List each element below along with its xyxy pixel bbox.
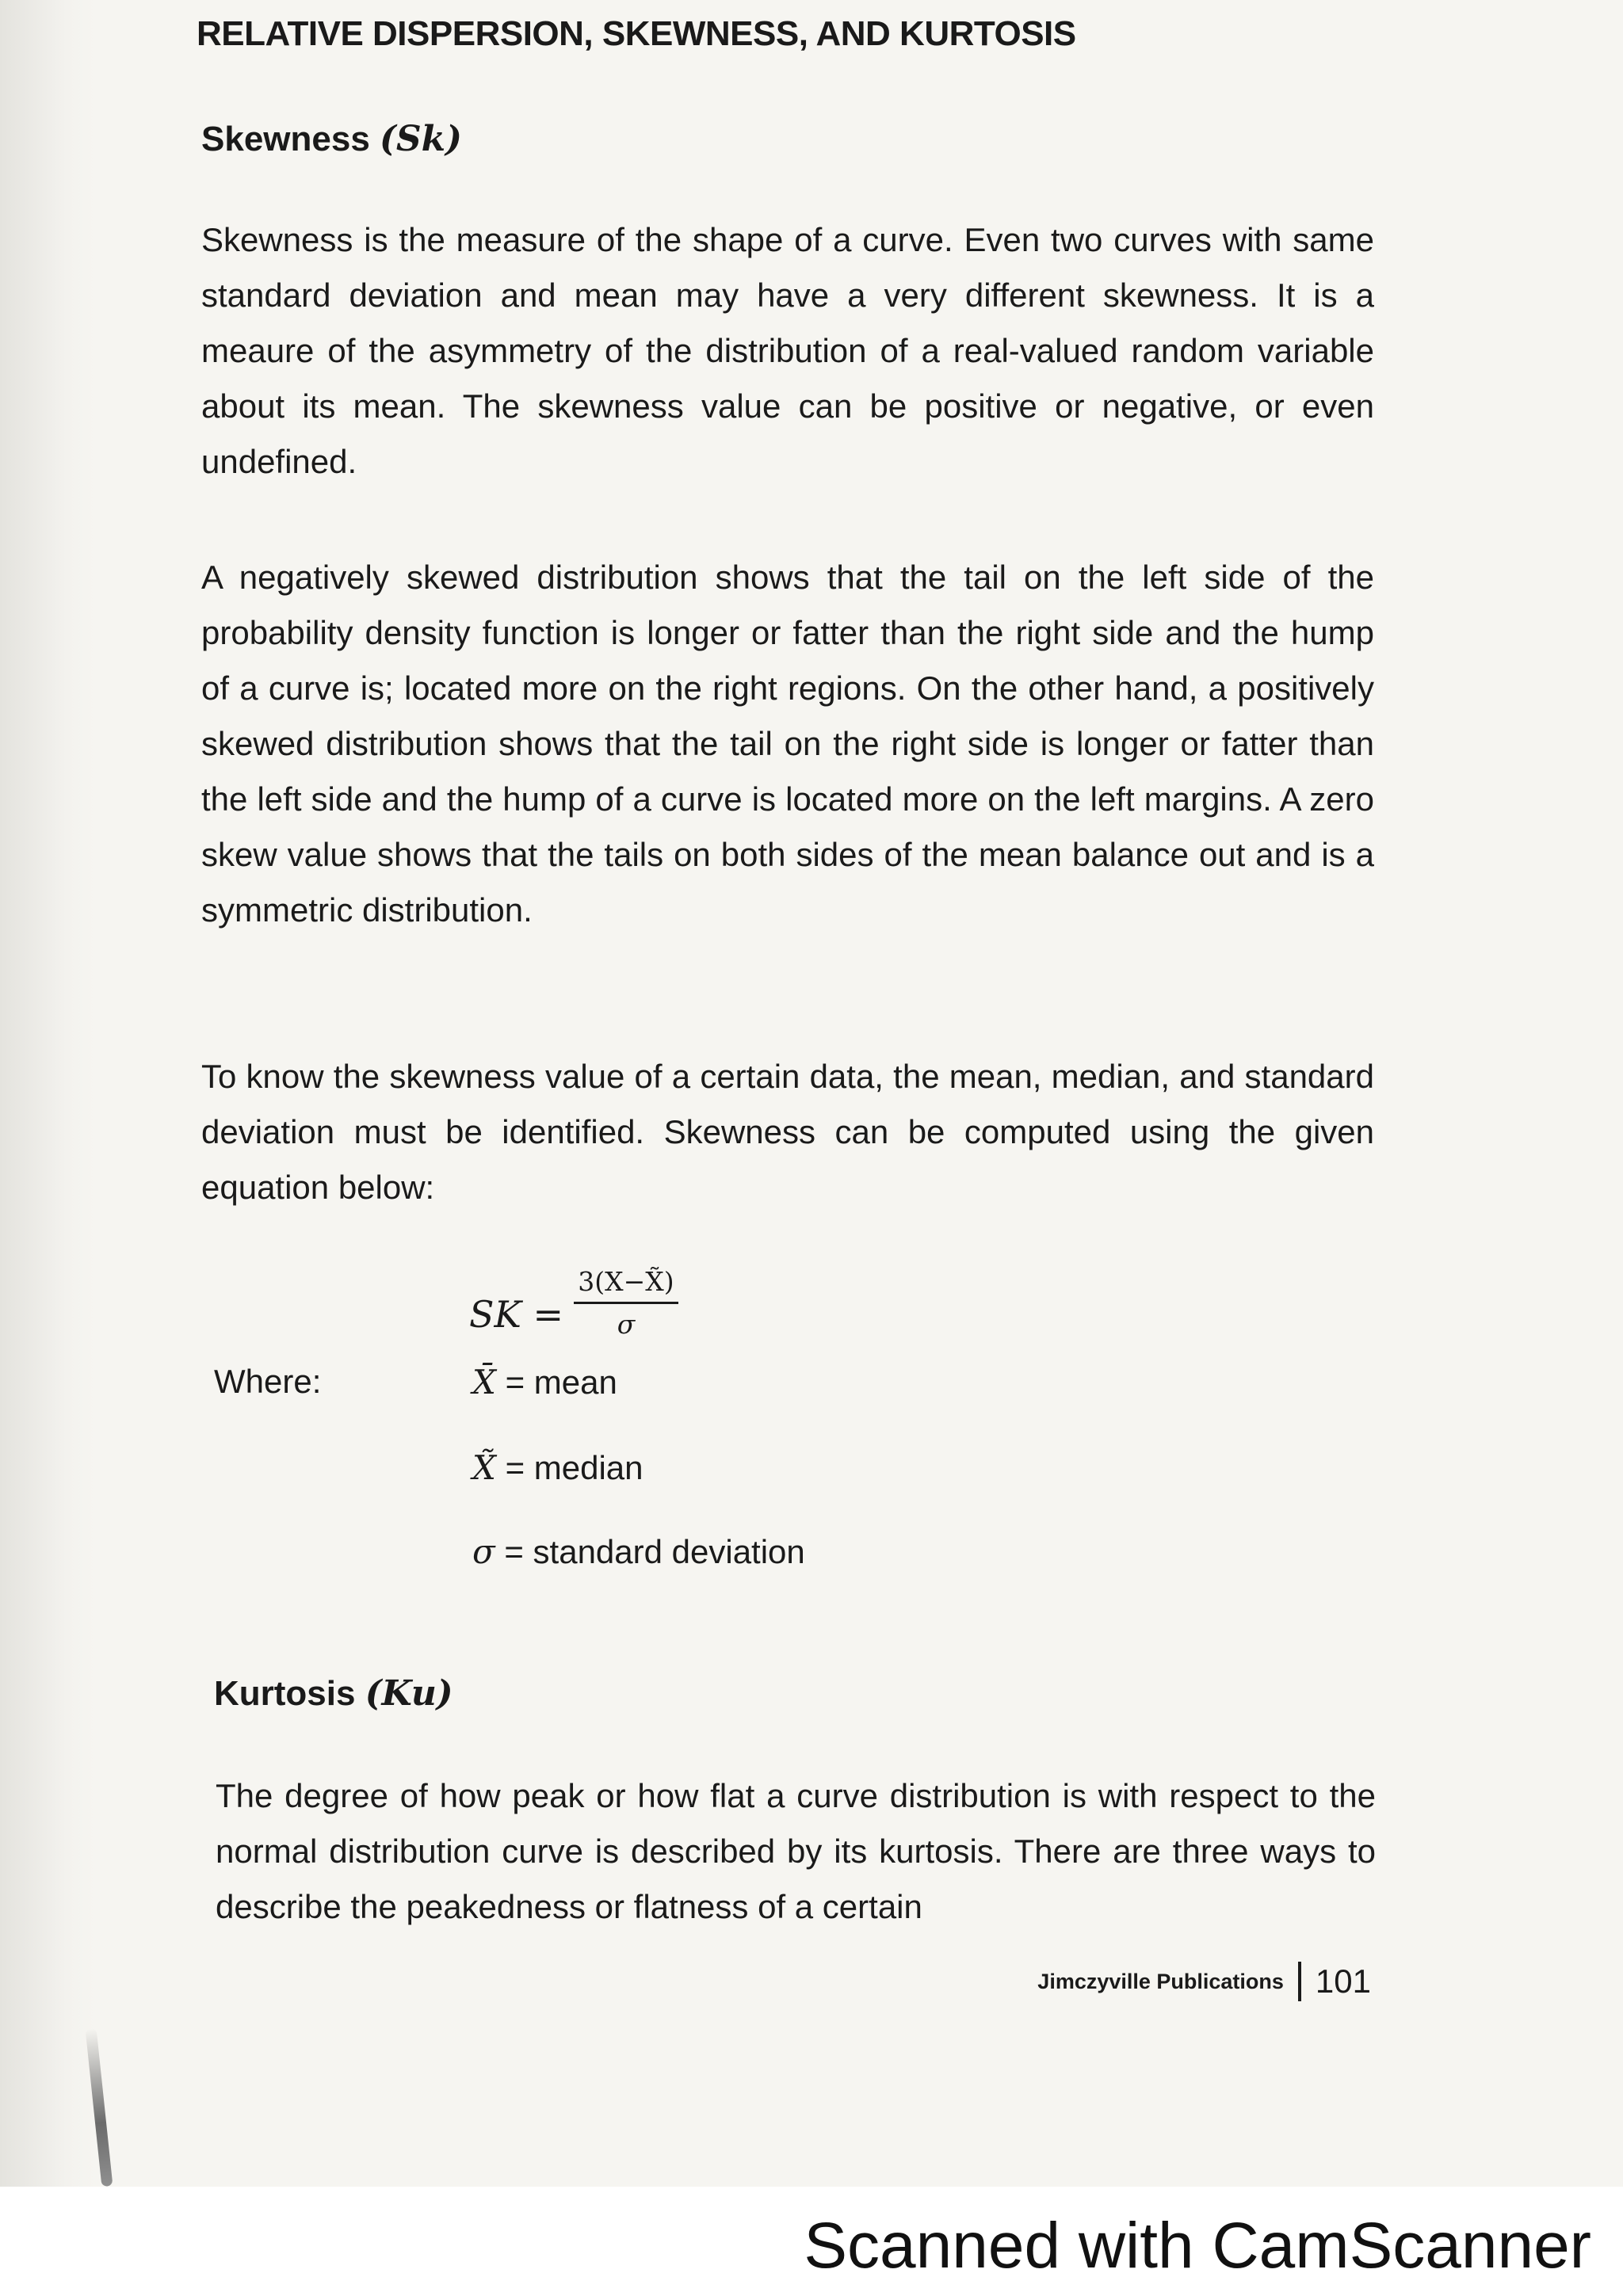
definition-text: = standard deviation xyxy=(495,1533,805,1570)
paragraph-text: Skewness is the measure of the shape of a curve. Even two curves with same standard deviation and mean may have a very different skewness. It is a meaure of the asymmetry of the distribution of a real-valued random variable about its mean. The skewness value can be positive or negative, or even undefined. xyxy=(201,221,1374,480)
kurtosis-heading xyxy=(214,1673,453,1714)
kurtosis-symbol: (Ku) xyxy=(365,1673,453,1714)
formula-numerator: 3(X−X̃) xyxy=(574,1266,678,1304)
skewness-paragraph-2 xyxy=(201,550,1374,938)
page-title: RELATIVE DISPERSION, SKEWNESS, AND KURTOSIS xyxy=(197,14,1076,53)
mean-symbol: X̄ xyxy=(472,1363,496,1402)
definition-mean xyxy=(472,1363,617,1402)
kurtosis-heading-text: Kurtosis xyxy=(214,1674,356,1713)
paragraph-text: The degree of how peak or how flat a curve distribution is with respect to the normal distribution curve is described by its kurtosis. There are three ways to describe the peakedness or flatness of a certain xyxy=(216,1777,1376,1925)
camscanner-watermark: Scanned with CamScanner xyxy=(804,2210,1591,2282)
page-edge xyxy=(0,0,95,2203)
publisher-name: Jimczyville Publications xyxy=(1037,1969,1284,1993)
skewness-paragraph-3 xyxy=(201,1049,1374,1215)
median-symbol: X̃ xyxy=(472,1448,496,1487)
paragraph-text: A negatively skewed distribution shows that the tail on the left side of the probability density function is longer or fatter than the right side and the hump of a curve is; located more on the right regions. On the other hand, a positively skewed distribution shows that the tail on the right side is longer or fatter than the left side and the hump of a curve is located more on the left margins. A zero skew value shows that the tails on both sides of the mean balance out and is a symmetric distribution. xyxy=(201,559,1374,929)
definition-text: = median xyxy=(495,1449,643,1486)
footer-divider xyxy=(1298,1962,1301,2001)
sigma-symbol: σ xyxy=(472,1532,495,1571)
definition-standard-deviation xyxy=(472,1532,805,1571)
kurtosis-paragraph xyxy=(216,1768,1376,1935)
skewness-paragraph-1 xyxy=(201,212,1374,490)
page-footer xyxy=(1037,1962,1371,2001)
where-label: Where: xyxy=(214,1363,322,1400)
paragraph-text: To know the skewness value of a certain data, the mean, median, and standard deviation must be identified. Skewness can be computed using the given equation below: xyxy=(201,1058,1374,1206)
skewness-heading xyxy=(201,119,462,159)
skewness-heading-text: Skewness xyxy=(201,120,370,158)
formula-denominator: σ xyxy=(617,1309,636,1340)
definition-median xyxy=(472,1448,643,1487)
page-number: 101 xyxy=(1315,1962,1371,2000)
formula-fraction xyxy=(574,1266,678,1340)
formula-lhs: SK = xyxy=(469,1293,564,1336)
skewness-symbol: (Sk) xyxy=(380,119,462,159)
definition-text: = mean xyxy=(495,1363,617,1401)
